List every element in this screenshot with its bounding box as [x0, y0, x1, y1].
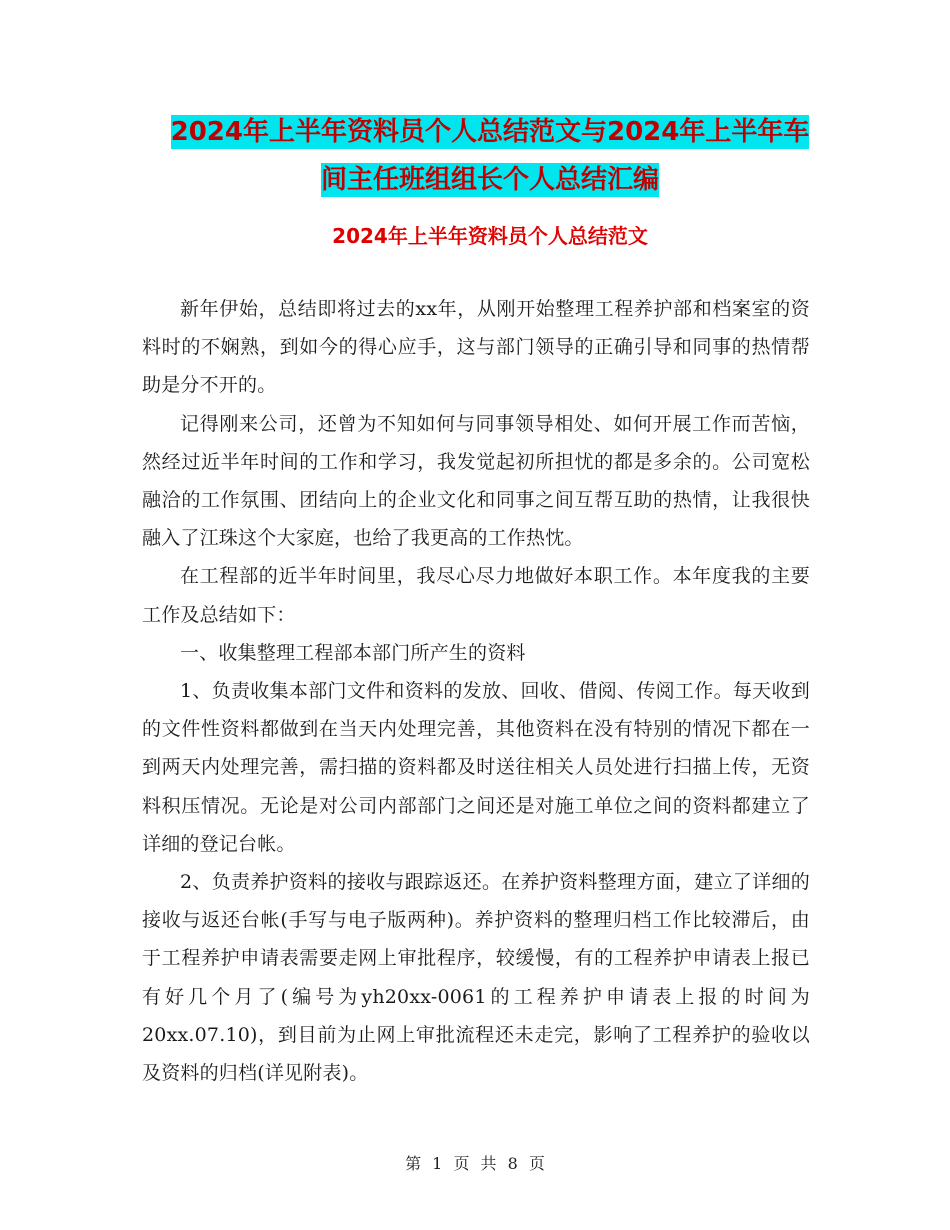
paragraph-heading-one: 一、收集整理工程部本部门所产生的资料 — [180, 641, 526, 664]
paragraph-joining-company: 记得刚来公司，还曾为不知如何与同事领导相处、如何开展工作而苦恼，然经过近半年时间的工作和学习，我发觉起初所担忧的都是多余的。公司宽松融洽的工作氛围、团结向上的企业文化和同事之间互帮互助的热情，让我很快融入了江珠这个大家庭，也给了我更高的工作热忱。 — [142, 412, 810, 550]
paragraph-intro: 新年伊始，总结即将过去的xx年，从刚开始整理工程养护部和档案室的资料时的不娴熟，到如今的得心应手，这与部门领导的正确引导和同事的热情帮助是分不开的。 — [142, 298, 810, 397]
document-title-line-1: 2024年上半年资料员个人总结范文与2024年上半年车 — [170, 117, 810, 147]
paragraph-work-summary: 在工程部的近半年时间里，我尽心尽力地做好本职工作。本年度我的主要工作及总结如下： — [142, 565, 810, 626]
page-footer: 第 1 页 共 8 页 — [405, 1154, 545, 1173]
document-body — [142, 290, 810, 1092]
paragraph-item-one: 1、负责收集本部门文件和资料的发放、回收、借阅、传阅工作。每天收到的文件性资料都做到在当天内处理完善，其他资料在没有特别的情况下都在一到两天内处理完善，需扫描的资料都及时送往相关人员处进行扫描上传，无资料积压情况。无论是对公司内部部门之间还是对施工单位之间的资料都建立了详细的登记台帐。 — [142, 680, 810, 855]
document-title — [140, 108, 840, 204]
paragraph-item-two: 2、负责养护资料的接收与跟踪返还。在养护资料整理方面，建立了详细的接收与返还台帐(手写与电子版两种)。养护资料的整理归档工作比较滞后，由于工程养护申请表需要走网上审批程序，较缓慢，有的工程养护申请表上报已有好几个月了(编号为yh20xx-0061的工程养护申请表上报的时间为20xx.07.10)，到目前为止网上审批流程还未走完，影响了工程养护的验收以及资料的归档(详见附表)。 — [142, 871, 810, 1085]
section-title: 2024年上半年资料员个人总结范文 — [332, 224, 648, 248]
document-title-line-2: 间主任班组组长个人总结汇编 — [320, 165, 659, 195]
